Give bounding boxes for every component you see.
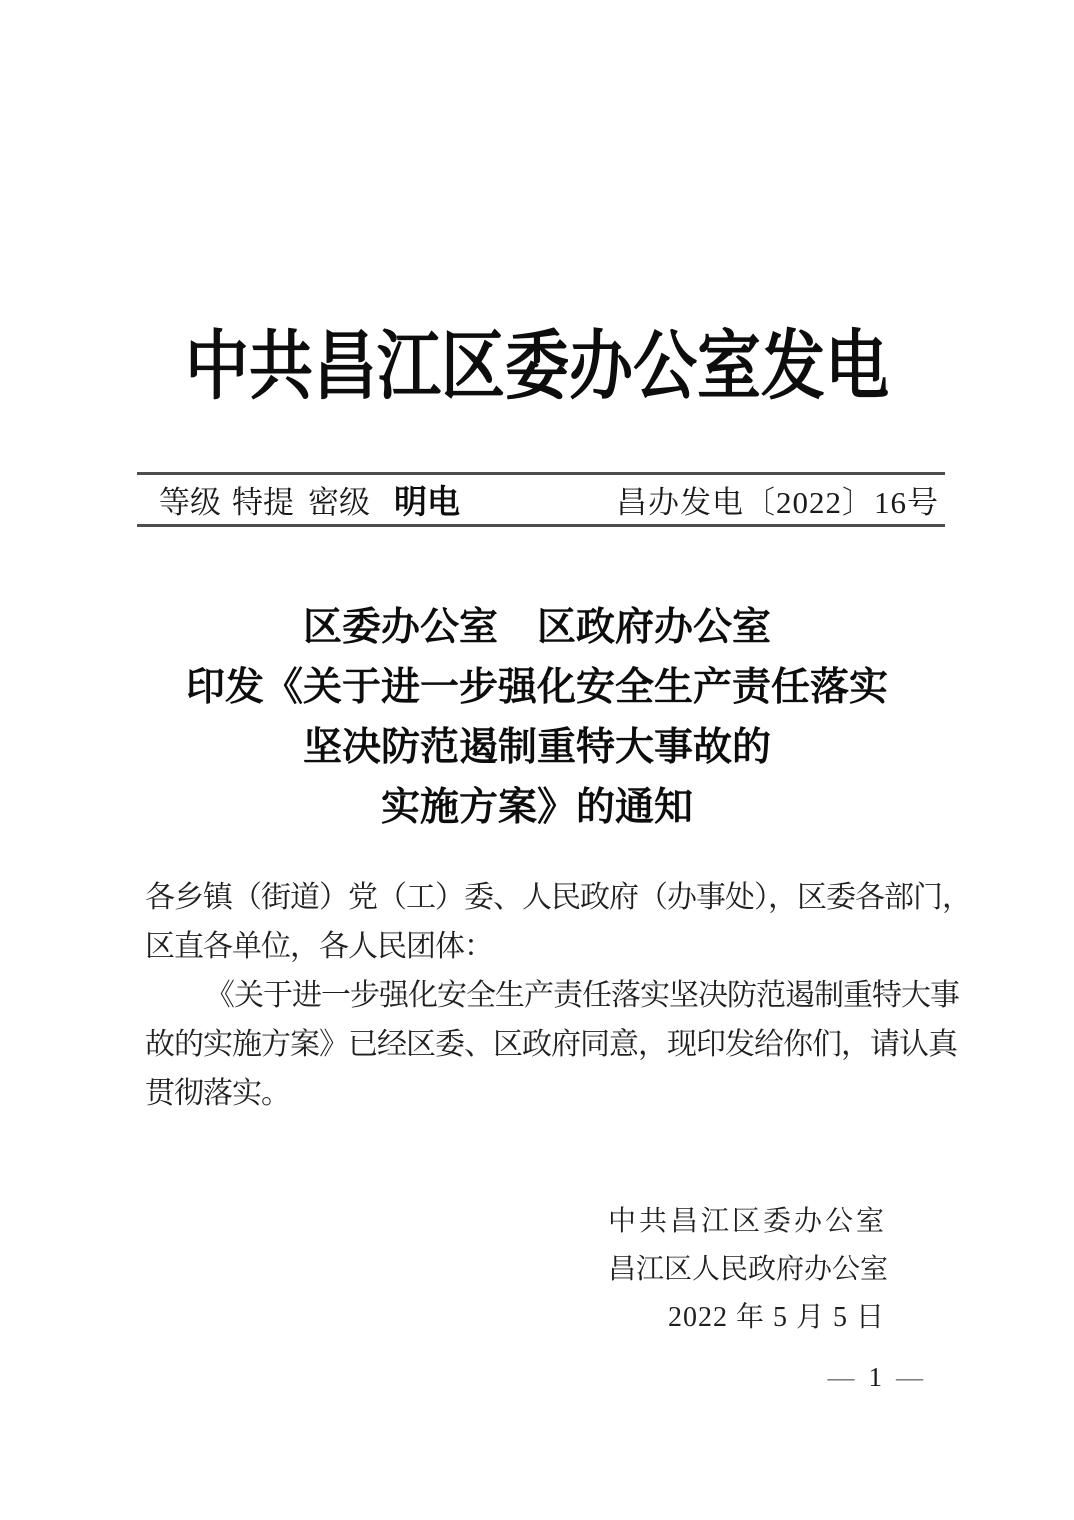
- salutation-line: 区直各单位，各人民团体：: [145, 930, 493, 963]
- secrecy-label: 密级: [308, 485, 370, 520]
- notice-title-block: [137, 598, 937, 838]
- grade-value: 特提: [232, 485, 294, 520]
- signature-block: [608, 1198, 888, 1342]
- classification-band: [137, 472, 945, 527]
- paragraph-line: 贯彻落实。: [145, 1077, 290, 1110]
- salutation-line: 各乡镇（街道）党（工）委、人民政府（办事处），区委各部门，: [145, 881, 971, 914]
- signature-date: 2022 年 5 月 5 日: [668, 1302, 886, 1333]
- notice-title-line: 坚决防范遏制重特大事故的: [302, 726, 771, 769]
- notice-title-line: 印发《关于进一步强化安全生产责任落实: [185, 666, 888, 709]
- body-text-block: [145, 873, 971, 1118]
- signature-org-1: 中共昌江区委办公室: [608, 1206, 888, 1237]
- secrecy-value: 明电: [394, 483, 460, 520]
- document-number: 昌办发电〔2022〕16号: [616, 485, 939, 520]
- page-number-left-dash: —: [827, 1362, 855, 1392]
- telegram-masthead-title: 中共昌江区委办公室发电: [185, 324, 889, 409]
- paragraph-line: 《关于进一步强化安全生产责任落实坚决防范遏制重特大事: [205, 979, 959, 1012]
- page-number-right-dash: —: [896, 1362, 923, 1392]
- notice-title-line: 实施方案》的通知: [380, 786, 693, 829]
- page-number: 1: [868, 1362, 882, 1392]
- notice-title-line: 区委办公室 区政府办公室: [302, 606, 771, 649]
- page-number-footer: [828, 1362, 924, 1393]
- grade-label: 等级: [159, 485, 221, 520]
- signature-org-2: 昌江区人民政府办公室: [608, 1254, 889, 1285]
- classification-left-group: [159, 476, 460, 523]
- paragraph-line: 故的实施方案》已经区委、区政府同意，现印发给你们，请认真: [145, 1028, 957, 1061]
